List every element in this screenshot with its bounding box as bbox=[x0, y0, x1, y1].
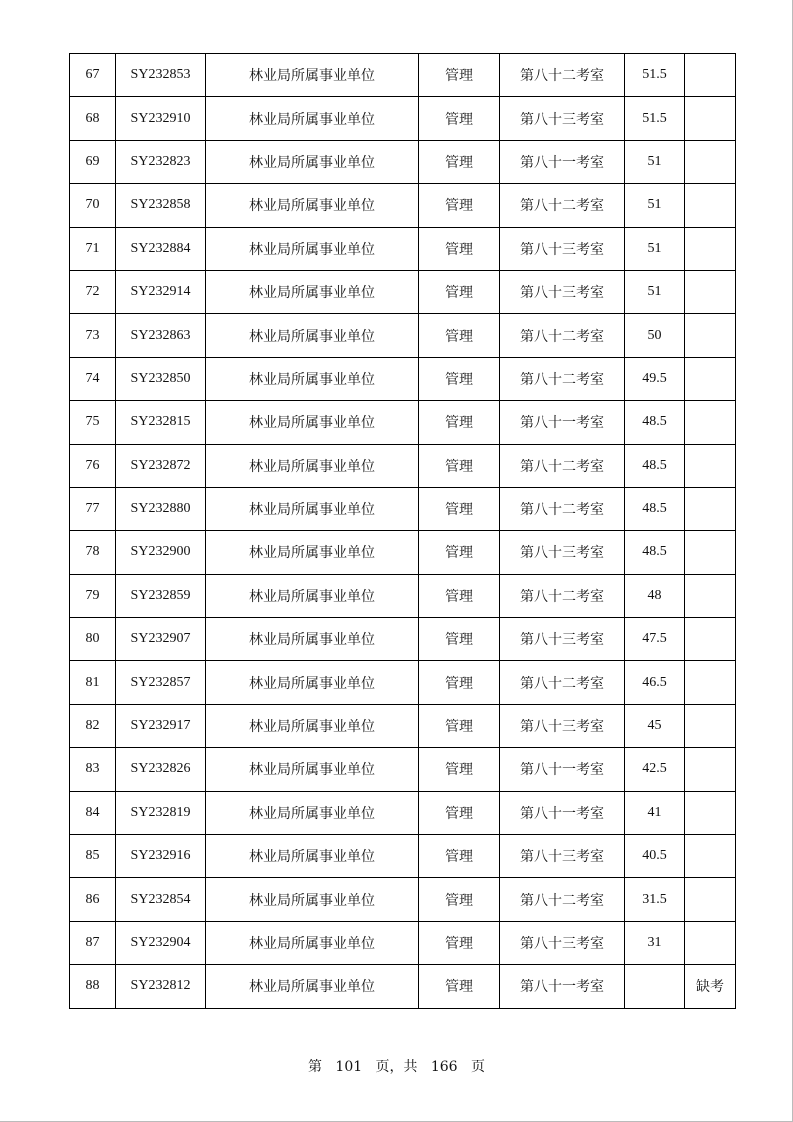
exam-id-cell: SY232857 bbox=[116, 661, 206, 704]
score-cell: 41 bbox=[625, 791, 685, 834]
post-type-cell: 管理 bbox=[419, 965, 500, 1008]
exam-id-cell: SY232872 bbox=[116, 444, 206, 487]
exam-id-cell: SY232819 bbox=[116, 791, 206, 834]
unit-cell: 林业局所属事业单位 bbox=[206, 531, 419, 574]
exam-room-cell: 第八十一考室 bbox=[500, 140, 625, 183]
exam-room-cell: 第八十二考室 bbox=[500, 444, 625, 487]
table-row bbox=[70, 487, 736, 530]
exam-id-cell: SY232859 bbox=[116, 574, 206, 617]
row-number-cell: 75 bbox=[70, 401, 116, 444]
unit-cell: 林业局所属事业单位 bbox=[206, 965, 419, 1008]
exam-id-cell: SY232815 bbox=[116, 401, 206, 444]
exam-id-cell: SY232850 bbox=[116, 357, 206, 400]
table-row bbox=[70, 97, 736, 140]
score-cell: 48.5 bbox=[625, 444, 685, 487]
exam-id-cell: SY232914 bbox=[116, 270, 206, 313]
remark-cell bbox=[685, 140, 736, 183]
score-cell: 48.5 bbox=[625, 487, 685, 530]
post-type-cell: 管理 bbox=[419, 444, 500, 487]
score-cell: 51 bbox=[625, 140, 685, 183]
footer-suffix: 页 bbox=[470, 1059, 485, 1075]
exam-room-cell: 第八十三考室 bbox=[500, 227, 625, 270]
post-type-cell: 管理 bbox=[419, 487, 500, 530]
remark-cell bbox=[685, 661, 736, 704]
exam-id-cell: SY232858 bbox=[116, 184, 206, 227]
row-number-cell: 83 bbox=[70, 748, 116, 791]
exam-room-cell: 第八十三考室 bbox=[500, 270, 625, 313]
exam-room-cell: 第八十二考室 bbox=[500, 357, 625, 400]
row-number-cell: 82 bbox=[70, 704, 116, 747]
row-number-cell: 74 bbox=[70, 357, 116, 400]
row-number-cell: 69 bbox=[70, 140, 116, 183]
table-row bbox=[70, 357, 736, 400]
score-cell: 51.5 bbox=[625, 54, 685, 97]
unit-cell: 林业局所属事业单位 bbox=[206, 878, 419, 921]
exam-room-cell: 第八十一考室 bbox=[500, 791, 625, 834]
exam-id-cell: SY232853 bbox=[116, 54, 206, 97]
exam-room-cell: 第八十三考室 bbox=[500, 97, 625, 140]
remark-cell bbox=[685, 444, 736, 487]
remark-cell bbox=[685, 270, 736, 313]
score-cell: 51 bbox=[625, 270, 685, 313]
exam-id-cell: SY232863 bbox=[116, 314, 206, 357]
remark-cell bbox=[685, 878, 736, 921]
table-row bbox=[70, 791, 736, 834]
exam-id-cell: SY232900 bbox=[116, 531, 206, 574]
score-cell: 50 bbox=[625, 314, 685, 357]
table-row bbox=[70, 921, 736, 964]
remark-cell bbox=[685, 184, 736, 227]
post-type-cell: 管理 bbox=[419, 618, 500, 661]
row-number-cell: 86 bbox=[70, 878, 116, 921]
unit-cell: 林业局所属事业单位 bbox=[206, 748, 419, 791]
unit-cell: 林业局所属事业单位 bbox=[206, 444, 419, 487]
table-row bbox=[70, 401, 736, 444]
table-row bbox=[70, 227, 736, 270]
row-number-cell: 87 bbox=[70, 921, 116, 964]
table-row bbox=[70, 314, 736, 357]
footer-middle: 页，共 bbox=[375, 1059, 418, 1075]
unit-cell: 林业局所属事业单位 bbox=[206, 314, 419, 357]
unit-cell: 林业局所属事业单位 bbox=[206, 227, 419, 270]
row-number-cell: 73 bbox=[70, 314, 116, 357]
row-number-cell: 72 bbox=[70, 270, 116, 313]
table-body bbox=[70, 54, 736, 1009]
post-type-cell: 管理 bbox=[419, 835, 500, 878]
post-type-cell: 管理 bbox=[419, 314, 500, 357]
exam-id-cell: SY232916 bbox=[116, 835, 206, 878]
table-row bbox=[70, 661, 736, 704]
row-number-cell: 80 bbox=[70, 618, 116, 661]
score-table bbox=[69, 53, 736, 1009]
exam-room-cell: 第八十三考室 bbox=[500, 704, 625, 747]
unit-cell: 林业局所属事业单位 bbox=[206, 661, 419, 704]
unit-cell: 林业局所属事业单位 bbox=[206, 574, 419, 617]
exam-room-cell: 第八十一考室 bbox=[500, 965, 625, 1008]
table-row bbox=[70, 878, 736, 921]
unit-cell: 林业局所属事业单位 bbox=[206, 835, 419, 878]
table-row bbox=[70, 704, 736, 747]
remark-cell bbox=[685, 791, 736, 834]
post-type-cell: 管理 bbox=[419, 270, 500, 313]
post-type-cell: 管理 bbox=[419, 184, 500, 227]
exam-room-cell: 第八十二考室 bbox=[500, 487, 625, 530]
unit-cell: 林业局所属事业单位 bbox=[206, 618, 419, 661]
post-type-cell: 管理 bbox=[419, 791, 500, 834]
row-number-cell: 81 bbox=[70, 661, 116, 704]
score-cell: 47.5 bbox=[625, 618, 685, 661]
row-number-cell: 85 bbox=[70, 835, 116, 878]
remark-cell bbox=[685, 487, 736, 530]
unit-cell: 林业局所属事业单位 bbox=[206, 401, 419, 444]
post-type-cell: 管理 bbox=[419, 574, 500, 617]
score-cell bbox=[625, 965, 685, 1008]
post-type-cell: 管理 bbox=[419, 531, 500, 574]
exam-id-cell: SY232907 bbox=[116, 618, 206, 661]
post-type-cell: 管理 bbox=[419, 748, 500, 791]
remark-cell bbox=[685, 921, 736, 964]
post-type-cell: 管理 bbox=[419, 921, 500, 964]
unit-cell: 林业局所属事业单位 bbox=[206, 921, 419, 964]
score-cell: 42.5 bbox=[625, 748, 685, 791]
unit-cell: 林业局所属事业单位 bbox=[206, 704, 419, 747]
score-cell: 48.5 bbox=[625, 531, 685, 574]
unit-cell: 林业局所属事业单位 bbox=[206, 184, 419, 227]
row-number-cell: 77 bbox=[70, 487, 116, 530]
row-number-cell: 68 bbox=[70, 97, 116, 140]
post-type-cell: 管理 bbox=[419, 704, 500, 747]
exam-room-cell: 第八十二考室 bbox=[500, 54, 625, 97]
unit-cell: 林业局所属事业单位 bbox=[206, 54, 419, 97]
remark-cell bbox=[685, 618, 736, 661]
unit-cell: 林业局所属事业单位 bbox=[206, 357, 419, 400]
row-number-cell: 78 bbox=[70, 531, 116, 574]
score-cell: 48 bbox=[625, 574, 685, 617]
exam-room-cell: 第八十三考室 bbox=[500, 618, 625, 661]
remark-cell bbox=[685, 704, 736, 747]
remark-cell bbox=[685, 54, 736, 97]
row-number-cell: 76 bbox=[70, 444, 116, 487]
remark-cell bbox=[685, 574, 736, 617]
post-type-cell: 管理 bbox=[419, 140, 500, 183]
remark-cell bbox=[685, 97, 736, 140]
row-number-cell: 70 bbox=[70, 184, 116, 227]
unit-cell: 林业局所属事业单位 bbox=[206, 487, 419, 530]
remark-cell bbox=[685, 748, 736, 791]
score-cell: 31.5 bbox=[625, 878, 685, 921]
exam-room-cell: 第八十三考室 bbox=[500, 921, 625, 964]
remark-cell: 缺考 bbox=[685, 965, 736, 1008]
exam-room-cell: 第八十二考室 bbox=[500, 184, 625, 227]
page-footer bbox=[0, 1056, 793, 1076]
post-type-cell: 管理 bbox=[419, 878, 500, 921]
score-cell: 51.5 bbox=[625, 97, 685, 140]
row-number-cell: 79 bbox=[70, 574, 116, 617]
table-row bbox=[70, 748, 736, 791]
row-number-cell: 67 bbox=[70, 54, 116, 97]
remark-cell bbox=[685, 401, 736, 444]
exam-room-cell: 第八十三考室 bbox=[500, 835, 625, 878]
row-number-cell: 88 bbox=[70, 965, 116, 1008]
unit-cell: 林业局所属事业单位 bbox=[206, 270, 419, 313]
remark-cell bbox=[685, 835, 736, 878]
score-cell: 31 bbox=[625, 921, 685, 964]
exam-room-cell: 第八十二考室 bbox=[500, 878, 625, 921]
footer-total-pages: 166 bbox=[430, 1059, 458, 1075]
row-number-cell: 84 bbox=[70, 791, 116, 834]
score-cell: 45 bbox=[625, 704, 685, 747]
exam-room-cell: 第八十一考室 bbox=[500, 401, 625, 444]
post-type-cell: 管理 bbox=[419, 661, 500, 704]
footer-page-number: 101 bbox=[335, 1059, 363, 1075]
score-cell: 51 bbox=[625, 227, 685, 270]
post-type-cell: 管理 bbox=[419, 227, 500, 270]
table-row bbox=[70, 835, 736, 878]
table-row bbox=[70, 965, 736, 1008]
exam-room-cell: 第八十二考室 bbox=[500, 661, 625, 704]
post-type-cell: 管理 bbox=[419, 54, 500, 97]
exam-id-cell: SY232812 bbox=[116, 965, 206, 1008]
exam-id-cell: SY232826 bbox=[116, 748, 206, 791]
post-type-cell: 管理 bbox=[419, 97, 500, 140]
exam-room-cell: 第八十三考室 bbox=[500, 531, 625, 574]
post-type-cell: 管理 bbox=[419, 401, 500, 444]
score-cell: 40.5 bbox=[625, 835, 685, 878]
table-row bbox=[70, 54, 736, 97]
score-cell: 51 bbox=[625, 184, 685, 227]
exam-id-cell: SY232854 bbox=[116, 878, 206, 921]
exam-id-cell: SY232823 bbox=[116, 140, 206, 183]
exam-id-cell: SY232910 bbox=[116, 97, 206, 140]
remark-cell bbox=[685, 357, 736, 400]
row-number-cell: 71 bbox=[70, 227, 116, 270]
table-row bbox=[70, 184, 736, 227]
score-cell: 49.5 bbox=[625, 357, 685, 400]
table-row bbox=[70, 140, 736, 183]
score-cell: 48.5 bbox=[625, 401, 685, 444]
post-type-cell: 管理 bbox=[419, 357, 500, 400]
score-cell: 46.5 bbox=[625, 661, 685, 704]
exam-id-cell: SY232904 bbox=[116, 921, 206, 964]
remark-cell bbox=[685, 531, 736, 574]
unit-cell: 林业局所属事业单位 bbox=[206, 140, 419, 183]
remark-cell bbox=[685, 227, 736, 270]
exam-room-cell: 第八十一考室 bbox=[500, 748, 625, 791]
remark-cell bbox=[685, 314, 736, 357]
exam-room-cell: 第八十二考室 bbox=[500, 574, 625, 617]
exam-id-cell: SY232880 bbox=[116, 487, 206, 530]
exam-room-cell: 第八十二考室 bbox=[500, 314, 625, 357]
footer-prefix: 第 bbox=[308, 1059, 323, 1075]
exam-id-cell: SY232884 bbox=[116, 227, 206, 270]
unit-cell: 林业局所属事业单位 bbox=[206, 97, 419, 140]
unit-cell: 林业局所属事业单位 bbox=[206, 791, 419, 834]
exam-id-cell: SY232917 bbox=[116, 704, 206, 747]
table-row bbox=[70, 270, 736, 313]
table-row bbox=[70, 574, 736, 617]
table-row bbox=[70, 531, 736, 574]
table-row bbox=[70, 618, 736, 661]
table-row bbox=[70, 444, 736, 487]
